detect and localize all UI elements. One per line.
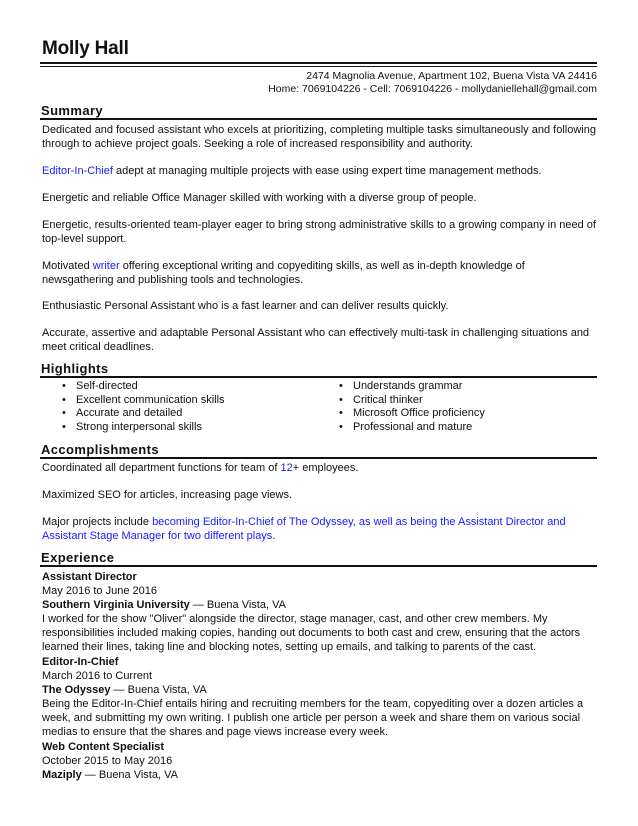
job-description: I worked for the show "Oliver" alongside the director, stage manager, cast, and other crew members. My responsibilities included making copies, handing out documents to both cast and crew, ensuring that the actors learned their lines, taking line and blocking notes, setting up emails, and talking to parents of the cast. — [42, 613, 581, 653]
summary-divider — [40, 118, 597, 120]
summary-p5: Motivated writer offering exceptional writing and copyediting skills, as well as in-depth knowledge of newsgathering and publishing tools and technologies. — [42, 260, 525, 286]
highlights-divider — [40, 376, 597, 378]
writer-link[interactable]: writer — [92, 260, 120, 272]
list-item: • Professional and mature — [339, 421, 473, 434]
list-item: • Strong interpersonal skills — [62, 421, 202, 434]
highlights-left-list — [62, 380, 322, 435]
summary-p2: Editor-In-Chief adept at managing multiple projects with ease using expert time management methods. — [42, 165, 542, 177]
summary-p3: Energetic and reliable Office Manager skilled with working with a diverse group of people. — [42, 192, 477, 204]
job-title: Editor-In-Chief — [42, 656, 119, 668]
list-item: • Self-directed — [62, 380, 138, 392]
job-title: Assistant Director — [42, 571, 137, 583]
contact-block — [268, 70, 597, 96]
job-description: Being the Editor-In-Chief entails hiring and recruiting members for the team, copyediting over a dozen articles a week, and submitting my own writing. I publish one article per person a week and share them on various social medias to ensure that the shares and page views increase every week. — [42, 698, 584, 738]
job-location: Buena Vista, VA — [127, 684, 207, 696]
summary-heading: Summary — [41, 103, 104, 118]
company-name: The Odyssey — [42, 684, 111, 696]
job-dates: October 2015 to May 2016 — [42, 755, 173, 767]
experience-divider — [40, 565, 597, 567]
company-name: Southern Virginia University — [42, 599, 190, 611]
summary-p4: Energetic, results-oriented team-player eager to bring strong administrative skills to a growing company in need of top-level support. — [42, 219, 596, 245]
accomplishment-3: Major projects include becoming Editor-In-Chief of The Odyssey, as well as being the Assistant Director and Assistant Stage Manager for two different plays. — [42, 516, 566, 542]
experience-heading: Experience — [41, 550, 115, 565]
summary-p7: Accurate, assertive and adaptable Personal Assistant who can effectively multi-task in challenging situations and meet critical deadlines. — [42, 327, 590, 353]
list-item: • Understands grammar — [339, 380, 463, 392]
header-divider-thin — [40, 66, 597, 67]
job-entry — [42, 740, 597, 782]
job-entry — [42, 570, 597, 654]
job-location: Buena Vista, VA — [98, 769, 178, 781]
job-company-line: Maziply — Buena Vista, VA — [42, 769, 178, 781]
company-name: Maziply — [42, 769, 82, 781]
accomplishments-heading: Accomplishments — [41, 442, 159, 457]
summary-p1: Dedicated and focused assistant who excels at prioritizing, completing multiple tasks simultaneously and following through to achieve project goals. Seeking a role of increased responsibility and authority. — [42, 124, 596, 150]
highlights-right-list — [339, 380, 589, 435]
job-company-line: The Odyssey — Buena Vista, VA — [42, 684, 207, 696]
job-title: Web Content Specialist — [42, 741, 165, 753]
editor-link[interactable]: Editor-In-Chief — [42, 165, 113, 177]
header-divider-thick — [40, 62, 597, 64]
job-dates: March 2016 to Current — [42, 670, 153, 682]
list-item: • Accurate and detailed — [62, 407, 183, 420]
accomplishments-divider — [40, 457, 597, 459]
accomplishment-2: Maximized SEO for articles, increasing page views. — [42, 489, 293, 501]
candidate-name: Molly Hall — [42, 38, 129, 59]
list-item: • Excellent communication skills — [62, 393, 225, 406]
job-entry — [42, 655, 597, 739]
contact-line: Home: 7069104226 - Cell: 7069104226 - mollydaniellehall@gmail.com — [268, 83, 597, 95]
summary-p6: Enthusiastic Personal Assistant who is a fast learner and can deliver results quickly. — [42, 300, 449, 312]
job-dates: May 2016 to June 2016 — [42, 585, 157, 597]
list-item: • Critical thinker — [339, 393, 423, 406]
list-item: • Microsoft Office proficiency — [339, 407, 485, 420]
highlights-heading: Highlights — [41, 361, 109, 376]
job-company-line: Southern Virginia University — Buena Vista, VA — [42, 599, 286, 611]
team-size-link[interactable]: 12 — [280, 462, 293, 474]
address: 2474 Magnolia Avenue, Apartment 102, Buena Vista VA 24416 — [306, 70, 597, 82]
job-location: Buena Vista, VA — [206, 599, 286, 611]
projects-link[interactable]: becoming Editor-In-Chief of The Odyssey, as well as being the Assistant Director and Assistant Stage Manager for two different plays — [42, 516, 566, 542]
accomplishment-1: Coordinated all department functions for team of 12+ employees. — [42, 462, 359, 474]
